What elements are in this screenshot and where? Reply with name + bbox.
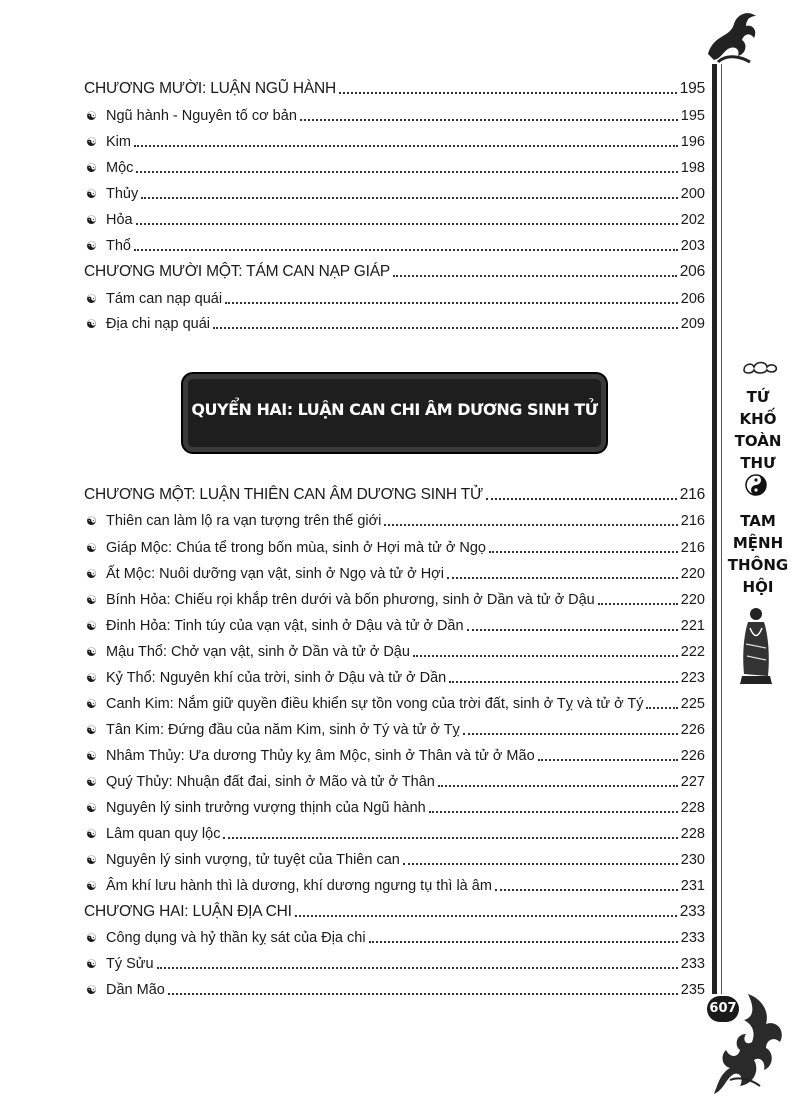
yin-yang-bullet-icon: ☯: [86, 135, 97, 149]
yin-yang-bullet-icon: ☯: [86, 723, 97, 737]
dot-leader: [300, 119, 678, 121]
entry-title: Giáp Mộc: Chúa tể trong bốn mùa, sinh ở Hợi mà tử ở Ngọ: [106, 540, 486, 556]
entry-title: Kỷ Thổ: Nguyên khí của trời, sinh ở Dậu và tử ở Dần: [106, 670, 447, 686]
page-reference: 235: [680, 982, 705, 998]
entry-title: Kim: [106, 134, 131, 150]
dot-leader: [168, 993, 678, 995]
dot-leader: [213, 327, 678, 329]
entry-title: Tám can nạp quái: [106, 291, 223, 307]
page-reference: 226: [680, 722, 705, 738]
page-reference: 233: [680, 956, 705, 972]
entry-title: Mộc: [106, 160, 134, 176]
yin-yang-bullet-icon: ☯: [86, 109, 97, 123]
toc-entry-row: [86, 743, 705, 765]
dot-leader: [225, 302, 678, 304]
entry-title: Công dụng và hỷ thần kỵ sát của Địa chi: [106, 930, 366, 946]
page-reference: 222: [680, 644, 705, 660]
side-title-word: TAM: [740, 512, 776, 530]
toc-entry-row: [86, 535, 705, 557]
yin-yang-bullet-icon: ☯: [86, 957, 97, 971]
entry-title: Mậu Thổ: Chở vạn vật, sinh ở Dần và tử ở Dậu: [106, 644, 410, 660]
toc-entry-row: [86, 639, 705, 661]
entry-title: Quý Thủy: Nhuận đất đai, sinh ở Mão và tử ở Thân: [106, 774, 435, 790]
dot-leader: [295, 915, 677, 917]
yin-yang-bullet-icon: ☯: [86, 292, 97, 306]
dot-leader: [467, 629, 678, 631]
yin-yang-bullet-icon: ☯: [86, 931, 97, 945]
yin-yang-bullet-icon: ☯: [86, 619, 97, 633]
toc-entry-row: [86, 795, 705, 817]
entry-title: Ất Mộc: Nuôi dưỡng vạn vật, sinh ở Ngọ và tử ở Hợi: [106, 566, 444, 582]
page-reference: 195: [680, 108, 705, 124]
yin-yang-bullet-icon: ☯: [86, 317, 97, 331]
yin-yang-bullet-icon: ☯: [86, 541, 97, 555]
side-rule-thin: [721, 64, 722, 994]
entry-title: Tý Sửu: [106, 956, 154, 972]
yin-yang-bullet-icon: ☯: [86, 749, 97, 763]
entry-title: Hỏa: [106, 212, 133, 228]
entry-title: Nguyên lý sinh trưởng vượng thịnh của Ngũ hành: [106, 800, 426, 816]
dot-leader: [598, 603, 678, 605]
dot-leader: [438, 785, 678, 787]
dragon-ornament-icon: [700, 4, 764, 66]
page-reference: 220: [680, 566, 705, 582]
dot-leader: [413, 655, 678, 657]
page-reference: 228: [680, 826, 705, 842]
yin-yang-bullet-icon: ☯: [86, 645, 97, 659]
toc-entry-row: [86, 155, 705, 177]
toc-entry-row: [86, 286, 705, 308]
dot-leader: [141, 197, 678, 199]
toc-entry-row: [86, 873, 705, 895]
toc-entry-row: [86, 311, 705, 333]
toc-entry-row: [86, 951, 705, 973]
toc-entry-row: [86, 717, 705, 739]
dot-leader: [136, 171, 677, 173]
dot-leader: [538, 759, 678, 761]
toc-chapter-row: [84, 76, 705, 98]
side-title-word: KHỐ: [739, 410, 777, 428]
entry-title: Đinh Hỏa: Tinh túy của vạn vật, sinh ở Dậu và tử ở Dần: [106, 618, 464, 634]
page-reference: 206: [679, 263, 705, 280]
yin-yang-bullet-icon: ☯: [86, 514, 97, 528]
dot-leader: [157, 967, 678, 969]
page-reference: 216: [680, 513, 705, 529]
dot-leader: [339, 92, 677, 94]
yin-yang-bullet-icon: ☯: [86, 983, 97, 997]
yin-yang-bullet-icon: ☯: [86, 567, 97, 581]
chapter-title: CHƯƠNG MỘT: LUẬN THIÊN CAN ÂM DƯƠNG SINH TỬ: [84, 486, 484, 503]
dot-leader: [136, 223, 678, 225]
dot-leader: [495, 889, 678, 891]
chapter-title: CHƯƠNG MƯỜI MỘT: TÁM CAN NẠP GIÁP: [84, 263, 390, 280]
yin-yang-bullet-icon: ☯: [86, 671, 97, 685]
yin-yang-bullet-icon: ☯: [86, 827, 97, 841]
toc-entry-row: [86, 129, 705, 151]
dot-leader: [134, 145, 678, 147]
toc-entry-row: [86, 665, 705, 687]
toc-chapter-row: [84, 899, 705, 921]
dot-leader: [384, 524, 677, 526]
page-reference: 223: [680, 670, 705, 686]
dot-leader: [369, 941, 678, 943]
yin-yang-bullet-icon: ☯: [86, 853, 97, 867]
page-reference: 221: [680, 618, 705, 634]
cloud-ornament-icon: [740, 358, 780, 376]
dot-leader: [646, 707, 677, 709]
page-reference: 196: [680, 134, 705, 150]
toc-entry-row: [86, 587, 705, 609]
toc-entry-row: [86, 508, 705, 530]
page-reference: 225: [680, 696, 705, 712]
yin-yang-bullet-icon: ☯: [86, 697, 97, 711]
toc-entry-row: [86, 613, 705, 635]
page-reference: 198: [680, 160, 705, 176]
yin-yang-bullet-icon: ☯: [86, 161, 97, 175]
page-reference: 227: [680, 774, 705, 790]
dot-leader: [403, 863, 678, 865]
page-reference: 233: [680, 930, 705, 946]
toc-entry-row: [86, 925, 705, 947]
dot-leader: [449, 681, 678, 683]
toc-entry-row: [86, 691, 705, 713]
sage-figure-icon: [738, 604, 774, 686]
side-title-word: HỘI: [742, 578, 774, 596]
page-reference: 203: [680, 238, 705, 254]
toc-chapter-row: [84, 259, 705, 281]
yin-yang-icon: [745, 474, 767, 496]
yin-yang-bullet-icon: ☯: [86, 593, 97, 607]
entry-title: Lâm quan quy lộc: [106, 826, 221, 842]
page-reference: 200: [680, 186, 705, 202]
dot-leader: [429, 811, 678, 813]
toc-entry-row: [86, 561, 705, 583]
entry-title: Thủy: [106, 186, 139, 202]
entry-title: Dần Mão: [106, 982, 165, 998]
toc-entry-row: [86, 977, 705, 999]
side-title-word: MỆNH: [732, 534, 784, 552]
side-title-word: TỨ: [746, 388, 770, 406]
page-reference: 220: [680, 592, 705, 608]
book-two-banner: [181, 372, 608, 454]
dot-leader: [486, 498, 677, 500]
toc-entry-row: [86, 207, 705, 229]
entry-title: Ngũ hành - Nguyên tố cơ bản: [106, 108, 297, 124]
dot-leader: [223, 837, 677, 839]
side-title-word: THÔNG: [727, 556, 789, 574]
entry-title: Canh Kim: Nắm giữ quyền điều khiển sự tồn vong của trời đất, sinh ở Tỵ và tử ở Tý: [106, 696, 644, 712]
toc-entry-row: [86, 769, 705, 791]
dot-leader: [393, 275, 677, 277]
page-reference: 231: [680, 878, 705, 894]
dot-leader: [463, 733, 678, 735]
page-reference: 230: [680, 852, 705, 868]
page-reference: 202: [680, 212, 705, 228]
toc-entry-row: [86, 103, 705, 125]
yin-yang-bullet-icon: ☯: [86, 187, 97, 201]
side-title-word: TOÀN: [734, 432, 782, 450]
dot-leader: [489, 551, 678, 553]
page-reference: 216: [680, 540, 705, 556]
entry-title: Nguyên lý sinh vượng, tử tuyệt của Thiên can: [106, 852, 400, 868]
toc-entry-row: [86, 821, 705, 843]
entry-title: Thổ: [106, 238, 131, 254]
yin-yang-bullet-icon: ☯: [86, 239, 97, 253]
entry-title: Địa chi nạp quái: [106, 316, 210, 332]
page-reference: 216: [679, 486, 705, 503]
toc-entry-row: [86, 233, 705, 255]
page-reference: 209: [680, 316, 705, 332]
yin-yang-bullet-icon: ☯: [86, 801, 97, 815]
entry-title: Bính Hỏa: Chiếu rọi khắp trên dưới và bốn phương, sinh ở Dần và tử ở Dậu: [106, 592, 595, 608]
page-reference: 206: [680, 291, 705, 307]
chapter-title: CHƯƠNG HAI: LUẬN ĐỊA CHI: [84, 903, 292, 920]
dot-leader: [134, 249, 678, 251]
entry-title: Tân Kim: Đứng đầu của năm Kim, sinh ở Tý và tử ở Tỵ: [106, 722, 460, 738]
side-title-word: THƯ: [740, 454, 776, 472]
page-number-badge: 607: [707, 996, 739, 1022]
page-reference: 226: [680, 748, 705, 764]
entry-title: Âm khí lưu hành thì là dương, khí dương ngưng tụ thì là âm: [106, 878, 492, 894]
page-reference: 195: [679, 80, 705, 97]
toc-entry-row: [86, 181, 705, 203]
chapter-title: CHƯƠNG MƯỜI: LUẬN NGŨ HÀNH: [84, 80, 336, 97]
entry-title: Nhâm Thủy: Ưa dương Thủy kỵ âm Mộc, sinh ở Thân và tử ở Mão: [106, 748, 535, 764]
toc-chapter-row: [84, 482, 705, 504]
yin-yang-bullet-icon: ☯: [86, 213, 97, 227]
page-reference: 228: [680, 800, 705, 816]
yin-yang-bullet-icon: ☯: [86, 775, 97, 789]
entry-title: Thiên can làm lộ ra vạn tượng trên thế giới: [106, 513, 382, 529]
toc-entry-row: [86, 847, 705, 869]
page-reference: 233: [679, 903, 705, 920]
dot-leader: [447, 577, 678, 579]
side-rule: [712, 64, 717, 994]
yin-yang-bullet-icon: ☯: [86, 879, 97, 893]
banner-title: QUYỂN HAI: LUẬN CAN CHI ÂM DƯƠNG SINH TỬ: [191, 400, 598, 419]
